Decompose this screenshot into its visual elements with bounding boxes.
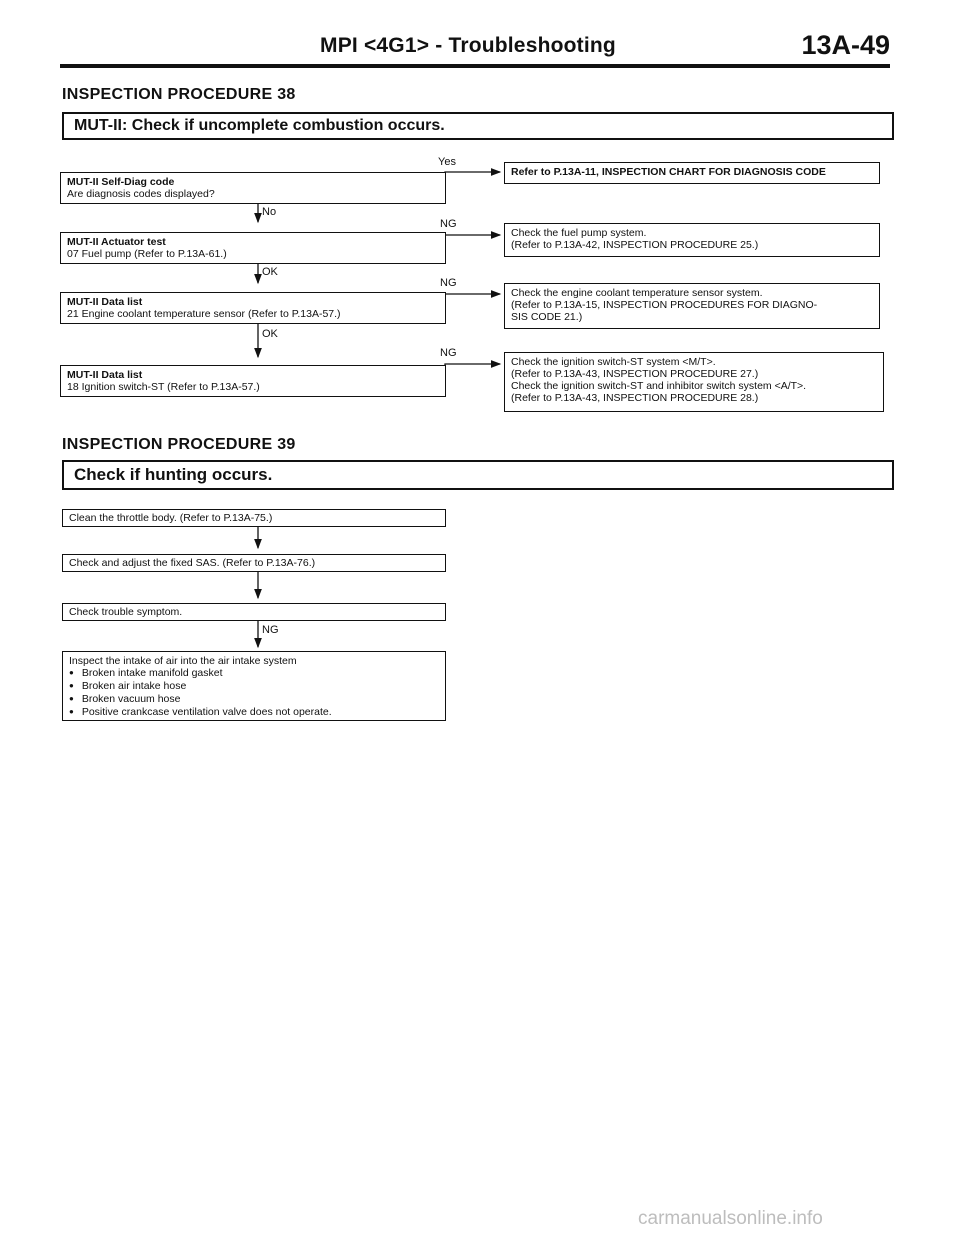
step-heading: MUT-II Data list — [67, 296, 143, 308]
step-text: Check and adjust the fixed SAS. (Refer to P.13A-76.) — [69, 557, 316, 569]
branch-connector-2 — [445, 235, 500, 240]
branch-result-1 — [504, 162, 880, 184]
branch-result-2 — [504, 223, 880, 257]
down-label-2: OK — [262, 266, 278, 278]
branch-connector-3 — [445, 294, 500, 300]
step-text: 18 Ignition switch-ST (Refer to P.13A-57.) — [67, 381, 260, 393]
step-38-1-box — [60, 172, 446, 204]
result-line: Check the engine coolant temperature sensor system. — [511, 287, 763, 299]
down-label-1: No — [262, 206, 277, 218]
step-text: 21 Engine coolant temperature sensor (Refer to P.13A-57.) — [67, 308, 341, 320]
list-item: ● Broken intake manifold gasket — [69, 667, 439, 680]
step-39-1-box — [62, 509, 446, 527]
down-label-3: OK — [262, 328, 278, 340]
step-text: Are diagnosis codes displayed? — [67, 188, 215, 200]
branch-label-2: NG — [440, 218, 457, 230]
list-item: ● Positive crankcase ventilation valve does not operate. — [69, 706, 439, 719]
final-inspection-box — [62, 651, 446, 721]
procedure-38-banner: MUT-II: Check if uncomplete combustion occurs. — [62, 112, 894, 140]
page-number: 13A-49 — [801, 30, 890, 60]
branch-connector-1 — [445, 172, 500, 178]
result-line: (Refer to P.13A-43, INSPECTION PROCEDURE 27.) — [511, 368, 759, 380]
branch-label-1: Yes — [438, 156, 456, 168]
step-heading: MUT-II Self-Diag code — [67, 176, 175, 188]
final-items-list — [69, 667, 439, 719]
step-38-2-box — [60, 232, 446, 264]
step-39-2-box — [62, 554, 446, 572]
branch-label-4: NG — [440, 347, 457, 359]
result-line: Check the ignition switch-ST system <M/T>. — [511, 356, 716, 368]
result-line: SIS CODE 21.) — [511, 311, 583, 323]
result-line: (Refer to P.13A-15, INSPECTION PROCEDURES FOR DIAGNO- — [511, 299, 818, 311]
final-heading: Inspect the intake of air into the air intake system — [69, 655, 297, 667]
result-line: (Refer to P.13A-42, INSPECTION PROCEDURE 25.) — [511, 239, 759, 251]
result-line: Refer to P.13A-11, INSPECTION CHART FOR DIAGNOSIS CODE — [511, 166, 826, 178]
list-item: ● Broken air intake hose — [69, 680, 439, 693]
branch-result-4 — [504, 352, 884, 412]
branch-result-3 — [504, 283, 880, 329]
procedure-39-banner: Check if hunting occurs. — [62, 460, 894, 490]
ng-label: NG — [262, 624, 279, 636]
list-item: ● Broken vacuum hose — [69, 693, 439, 706]
procedure-38-title: INSPECTION PROCEDURE 38 — [62, 86, 296, 103]
step-text: Check trouble symptom. — [69, 606, 183, 618]
result-line: Check the fuel pump system. — [511, 227, 647, 239]
procedure-39-title: INSPECTION PROCEDURE 39 — [62, 436, 296, 453]
result-line: (Refer to P.13A-43, INSPECTION PROCEDURE 28.) — [511, 392, 759, 404]
step-heading: MUT-II Actuator test — [67, 236, 166, 248]
step-38-3-box — [60, 292, 446, 324]
step-38-4-box — [60, 365, 446, 397]
step-text: Clean the throttle body. (Refer to P.13A-75.) — [69, 512, 273, 524]
step-39-3-box — [62, 603, 446, 621]
branch-label-3: NG — [440, 277, 457, 289]
result-line: Check the ignition switch-ST and inhibitor switch system <A/T>. — [511, 380, 807, 392]
step-text: 07 Fuel pump (Refer to P.13A-61.) — [67, 248, 227, 260]
watermark: carmanualsonline.info — [638, 1208, 823, 1229]
step-heading: MUT-II Data list — [67, 369, 143, 381]
header-title: MPI <4G1> - Troubleshooting — [320, 34, 616, 57]
branch-connector-4 — [445, 364, 500, 370]
